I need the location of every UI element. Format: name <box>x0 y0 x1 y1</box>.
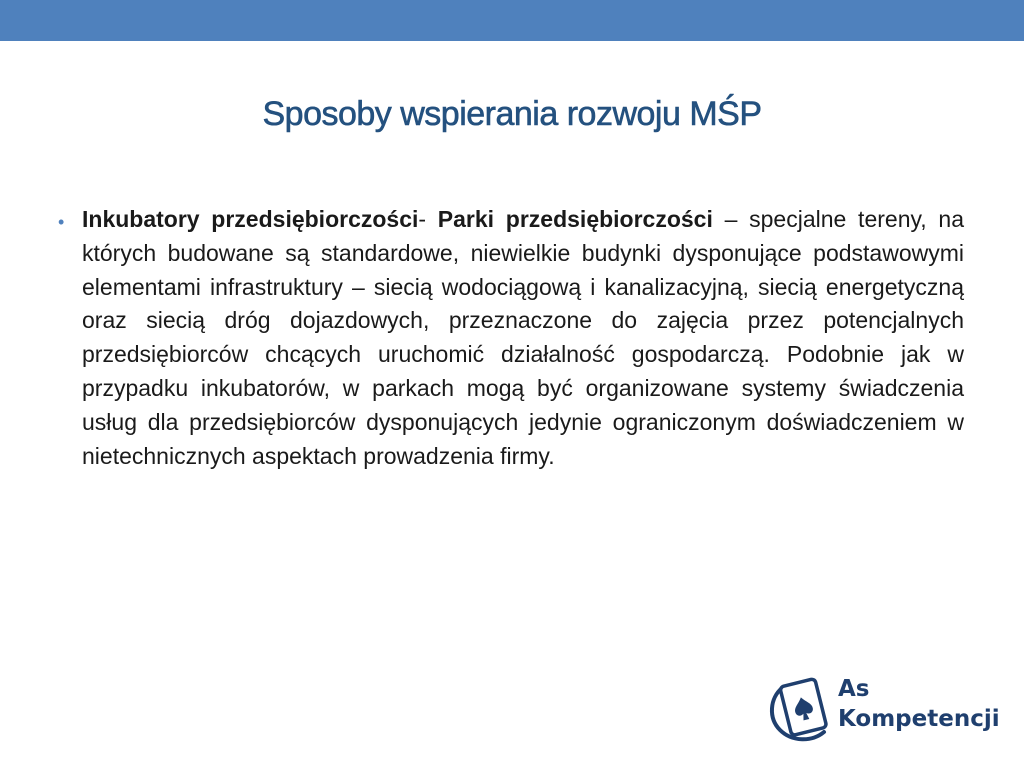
bullet-marker: • <box>58 212 65 232</box>
logo-text-as: As <box>838 676 870 702</box>
bullet-body-text: – specjalne tereny, na których budowane są standardowe, niewielkie budynki dysponujące podstawowymi elementami infrastruktury – siecią wodociągową i kanalizacyjną, siecią energetyczną oraz siecią dróg dojazdowych, przeznaczone do zajęcia przez potencjalnych przedsiębiorców chcących uruchomić działalność gospodarczą. Podobnie jak w przypadku inkubatorów, w parkach mogą być organizowane systemy świadczenia usług dla przedsiębiorców dysponujących jedynie ograniczonym doświadczeniem w nietechnicznych aspektach prowadzenia firmy. <box>82 206 964 469</box>
term-parks: Parki przedsiębiorczości <box>437 206 713 232</box>
top-accent-bar <box>0 0 1024 41</box>
term-separator: - <box>418 206 438 232</box>
term-incubators: Inkubatory przedsiębiorczości <box>82 206 419 232</box>
bullet-paragraph <box>82 203 964 473</box>
spade-card-icon <box>768 672 834 744</box>
logo-text-kompetencji: Kompetencji <box>838 706 1000 732</box>
slide-title: Sposoby wspierania rozwoju MŚP <box>262 95 762 133</box>
as-kompetencji-logo <box>768 672 998 744</box>
